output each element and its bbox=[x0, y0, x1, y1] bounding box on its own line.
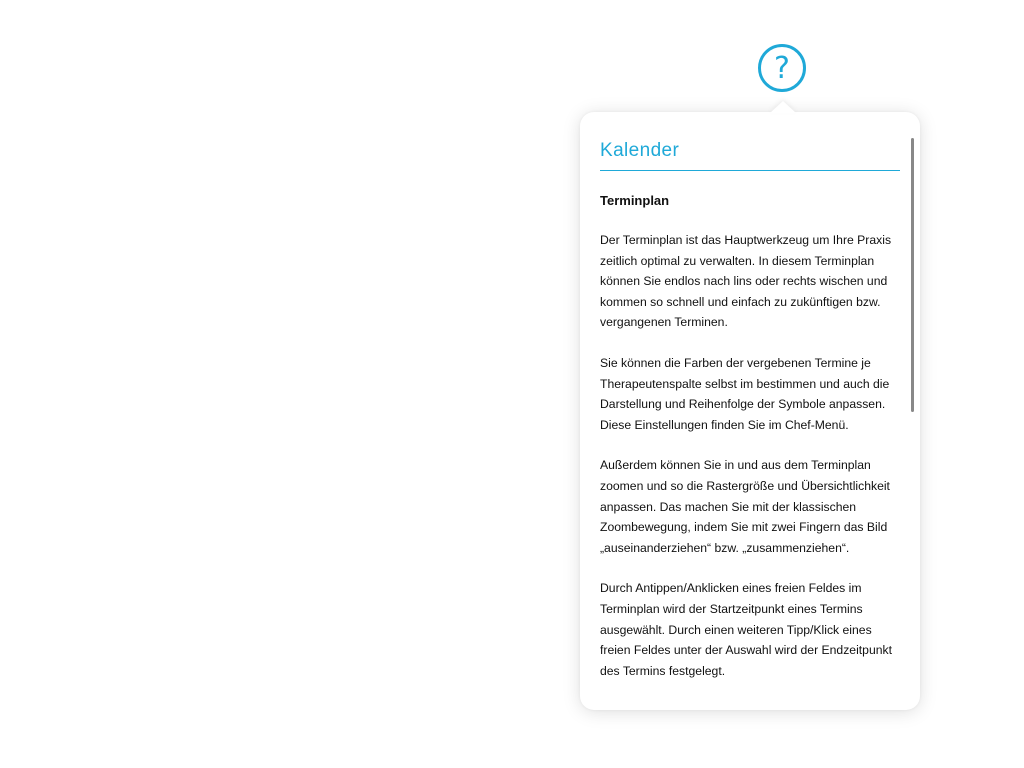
popover-title: Kalender bbox=[600, 140, 900, 171]
help-button[interactable] bbox=[758, 44, 806, 92]
popover-arrow bbox=[770, 101, 796, 113]
help-paragraph: Durch Antippen/Anklicken eines freien Feldes im Terminplan wird der Startzeitpunkt eines Termins ausgewählt. Durch einen weiteren Tipp/Klick eines freien Feldes unter der Auswahl wird der Endzeitpunkt des Termins festgelegt. bbox=[600, 581, 892, 678]
scrollbar[interactable] bbox=[911, 138, 914, 412]
popover-content[interactable] bbox=[600, 112, 900, 710]
question-mark-icon: ? bbox=[774, 50, 790, 86]
section-heading: Terminplan bbox=[600, 193, 670, 208]
help-popover bbox=[580, 112, 920, 710]
help-paragraph: Sie können die Farben der vergebenen Termine je Therapeutenspalte selbst im bestimmen und auch die Darstellung und Reihenfolge der Symbole anpassen. Diese Einstellungen finden Sie im Chef-Menü. bbox=[600, 355, 890, 432]
help-paragraph: Der Terminplan ist das Hauptwerkzeug um Ihre Praxis zeitlich optimal zu verwalten. In diesem Terminplan können Sie endlos nach lins oder rechts wischen und kommen so schnell und einfach zu zukünftigen bzw. vergangenen Terminen. bbox=[600, 233, 892, 330]
help-paragraph: Außerdem können Sie in und aus dem Terminplan zoomen und so die Rastergröße und Übersichtlichkeit anpassen. Das machen Sie mit der klassischen Zoombewegung, indem Sie mit zwei Fingern das Bild „auseinanderziehen“ bzw. „zusammenziehen“. bbox=[600, 458, 890, 555]
